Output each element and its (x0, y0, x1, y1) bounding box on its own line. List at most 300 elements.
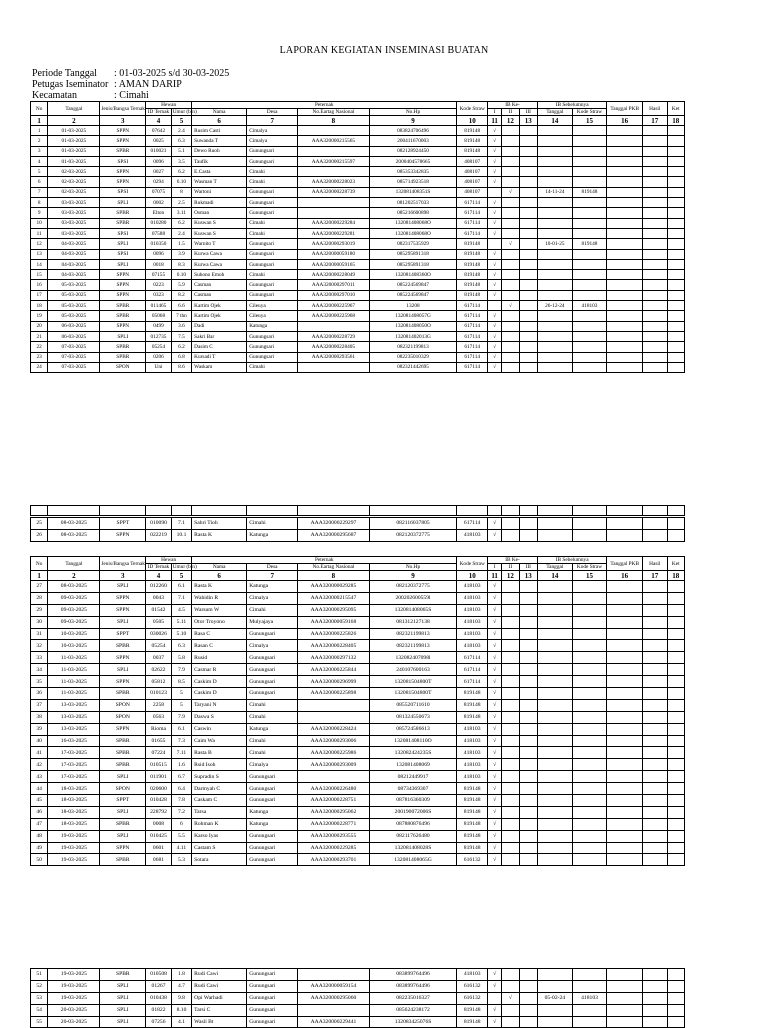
table-cell (502, 1004, 519, 1016)
table-cell: Gunungsari (247, 352, 298, 362)
header-col-number: 2 (48, 571, 100, 581)
table-cell: √ (487, 628, 501, 640)
table-cell (537, 518, 572, 530)
table-cell: 087880876496 (369, 818, 457, 830)
table-cell: 30 (31, 616, 48, 628)
table-cell (643, 735, 667, 747)
table-cell: 0002 (146, 198, 172, 208)
table-cell: √ (487, 723, 501, 735)
table-cell: √ (487, 676, 501, 688)
table-cell: 37 (31, 699, 48, 711)
table-cell (607, 711, 643, 723)
table-cell: Kursadi T (192, 352, 247, 362)
table-cell: 3.5 (171, 156, 191, 166)
table-cell (572, 156, 607, 166)
table-cell: 0027 (146, 167, 172, 177)
blank-cell (643, 506, 667, 516)
table-cell: 132081408050O (369, 321, 457, 331)
table-cell (298, 699, 369, 711)
table-cell: 819148 (457, 1016, 488, 1028)
table-cell: 11-03-2025 (48, 688, 100, 700)
table-cell (519, 628, 537, 640)
table-row (31, 969, 685, 981)
table-cell (667, 818, 685, 830)
table-cell (667, 331, 685, 341)
table-cell: Casman (192, 280, 247, 290)
header-col-number: 9 (369, 571, 457, 581)
table-cell: SPBR (100, 640, 146, 652)
table-cell: 07642 (146, 126, 172, 136)
table-cell (572, 842, 607, 854)
table-cell: 418103 (572, 992, 607, 1004)
table-cell: 04-03-2025 (48, 270, 100, 280)
table-row (31, 177, 685, 187)
table-cell (572, 711, 607, 723)
table-cell: Tarsa (192, 806, 247, 818)
report-table-page2a (30, 517, 685, 542)
table-cell (519, 529, 537, 541)
table-cell: SPSI (100, 156, 146, 166)
table-cell (607, 842, 643, 854)
table-cell (519, 688, 537, 700)
table-cell: 819148 (457, 711, 488, 723)
table-cell: 2.4 (171, 228, 191, 238)
period-label: Periode Tanggal (32, 68, 97, 79)
table-cell: 418103 (457, 592, 488, 604)
table-cell: √ (487, 818, 501, 830)
table-cell (643, 664, 667, 676)
table-row (31, 136, 685, 146)
table-cell (502, 259, 519, 269)
table-cell: 2 (31, 136, 48, 146)
table-cell (537, 342, 572, 352)
table-row (31, 854, 685, 866)
header-col-number: 12 (502, 116, 519, 126)
table-cell: Rasta B (192, 747, 247, 759)
table-cell (643, 321, 667, 331)
table-cell: 14-11-24 (537, 187, 572, 197)
table-cell (667, 783, 685, 795)
table-cell: 819148 (457, 818, 488, 830)
table-cell: 6.10 (171, 177, 191, 187)
table-cell (667, 604, 685, 616)
table-cell (572, 735, 607, 747)
table-cell (519, 969, 537, 981)
table-cell: 7.1 (171, 518, 191, 530)
table-cell (667, 1004, 684, 1016)
table-cell (502, 688, 519, 700)
table-cell: AAA320000295095 (298, 604, 369, 616)
report-table-blank-strip (30, 505, 685, 516)
header-col-number: 13 (519, 116, 537, 126)
table-cell (572, 581, 607, 593)
table-cell: 17-03-2025 (48, 771, 100, 783)
header-col-number: 6 (192, 571, 247, 581)
table-row (31, 352, 685, 362)
table-cell: AAA320000215547 (298, 592, 369, 604)
table-cell: 6.2 (171, 218, 191, 228)
header-ket: Ket (667, 102, 685, 116)
table-cell: 085714923518 (369, 177, 457, 187)
table-cell (572, 699, 607, 711)
header-prev-straw: Kode Straw (572, 564, 607, 571)
table-cell (607, 529, 643, 541)
table-cell: 13-03-2025 (48, 699, 100, 711)
table-cell: Rudi Cawi (192, 980, 247, 992)
header-tanggal: Tanggal (48, 557, 100, 571)
blank-cell (457, 506, 488, 516)
table-cell (519, 259, 537, 269)
table-cell: SPPN (100, 280, 146, 290)
table-cell: 8.6 (171, 362, 191, 372)
table-row (31, 187, 685, 197)
header-eartag: No.Eartag Nasional (298, 564, 369, 571)
header-col-number: 5 (171, 116, 191, 126)
table-cell (667, 735, 685, 747)
table-cell: 35 (31, 676, 48, 688)
table-cell (519, 699, 537, 711)
table-cell: Tarsi C (192, 1004, 247, 1016)
table-cell: Osman (192, 208, 247, 218)
table-cell (502, 1016, 519, 1028)
table-cell (502, 208, 519, 218)
table-cell: SPLI (100, 239, 146, 249)
table-cell: AAA320000225898 (298, 688, 369, 700)
table-cell: 6.7 (171, 771, 191, 783)
table-cell: 07-03-2025 (48, 342, 100, 352)
table-cell (572, 352, 607, 362)
table-cell (519, 167, 537, 177)
table-row (31, 218, 685, 228)
table-cell (502, 969, 519, 981)
table-cell (502, 146, 519, 156)
table-cell: √ (487, 146, 501, 156)
header-ib-ke: IB Ke- (487, 557, 537, 564)
table-cell: 18-03-2025 (48, 783, 100, 795)
table-cell (607, 592, 643, 604)
blank-cell (607, 506, 643, 516)
table-cell: √ (487, 747, 501, 759)
table-cell (607, 228, 643, 238)
header-ib-2: II (502, 109, 519, 116)
table-cell: 03-03-2025 (48, 198, 100, 208)
table-cell (519, 301, 537, 311)
table-cell: 6.2 (171, 167, 191, 177)
table-cell (537, 818, 572, 830)
table-cell (643, 1004, 667, 1016)
table-cell: 085224569847 (369, 290, 457, 300)
table-cell: 617114 (457, 676, 488, 688)
table-row (31, 830, 685, 842)
table-cell: 12 (31, 239, 48, 249)
table-cell (537, 688, 572, 700)
table-cell (519, 759, 537, 771)
table-cell (537, 352, 572, 362)
table-cell: 4.7 (171, 980, 191, 992)
table-cell (519, 992, 537, 1004)
table-cell: 819148 (457, 1004, 488, 1016)
table-cell (537, 321, 572, 331)
header-hp: No.Hp (369, 564, 457, 571)
table-cell: 418103 (457, 735, 488, 747)
table-cell: 06-03-2025 (48, 331, 100, 341)
table-cell (537, 218, 572, 228)
header-straw: Kode Straw (457, 557, 488, 571)
table-cell: 22 (31, 342, 48, 352)
table-row (31, 795, 685, 807)
table-cell (572, 759, 607, 771)
table-cell: 01267 (146, 980, 172, 992)
table-cell: 819148 (457, 249, 488, 259)
table-cell (643, 218, 667, 228)
table-cell (298, 146, 369, 156)
table-cell: 010508 (146, 969, 172, 981)
table-cell: 38 (31, 711, 48, 723)
table-cell: 02-03-2025 (48, 167, 100, 177)
header-ib-ke: IB Ke- (487, 102, 537, 109)
table-cell (643, 249, 667, 259)
table-row (31, 290, 685, 300)
table-cell: 087816360309 (369, 795, 457, 807)
table-cell (643, 331, 667, 341)
header-eartag: No.Eartag Nasional (298, 109, 369, 116)
table-cell: 19-03-2025 (48, 992, 100, 1004)
table-cell (502, 664, 519, 676)
table-row (31, 301, 685, 311)
table-cell: 418103 (457, 723, 488, 735)
table-cell (502, 747, 519, 759)
table-cell (502, 604, 519, 616)
table-cell (643, 146, 667, 156)
table-cell: 616132 (457, 854, 488, 866)
table-cell: Gunungsari (247, 676, 298, 688)
table-cell: 2.4 (171, 126, 191, 136)
table-cell (643, 759, 667, 771)
table-cell: 32 (31, 640, 48, 652)
table-cell: 50 (31, 854, 48, 866)
table-cell: √ (487, 167, 501, 177)
table-cell (667, 362, 685, 372)
table-cell: 819148 (457, 136, 488, 146)
table-cell (537, 795, 572, 807)
table-row (31, 699, 685, 711)
table-cell: 19 (31, 311, 48, 321)
table-cell (607, 664, 643, 676)
table-cell: 05812 (146, 676, 172, 688)
table-cell: 3.6 (171, 321, 191, 331)
table-cell: Kuswan S (192, 228, 247, 238)
table-cell: AAA320000293561 (298, 352, 369, 362)
table-cell (572, 259, 607, 269)
table-cell (607, 218, 643, 228)
table-cell: 05-03-2025 (48, 311, 100, 321)
table-cell (667, 290, 685, 300)
table-cell: 01822 (146, 1004, 172, 1016)
table-cell: 1 (31, 126, 48, 136)
table-cell: 240107600163 (369, 664, 457, 676)
table-cell: 19-03-2025 (48, 854, 100, 866)
table-cell (607, 818, 643, 830)
table-cell (572, 771, 607, 783)
table-cell: AAA320000228405 (298, 640, 369, 652)
table-cell: AAA320000293006 (298, 735, 369, 747)
table-cell (667, 711, 685, 723)
table-row (31, 688, 685, 700)
table-cell (537, 198, 572, 208)
header-col-number: 13 (519, 571, 537, 581)
table-cell (502, 352, 519, 362)
table-cell (519, 616, 537, 628)
table-cell (643, 854, 667, 866)
table-cell (643, 676, 667, 688)
table-cell (298, 969, 369, 981)
table-cell: 4 (31, 156, 48, 166)
table-cell (502, 228, 519, 238)
table-cell: SPPN (100, 842, 146, 854)
table-cell: SPLI (100, 830, 146, 842)
table-cell (502, 771, 519, 783)
table-cell (643, 711, 667, 723)
table-cell (572, 830, 607, 842)
header-desa: Desa (247, 109, 298, 116)
table-cell: 010123 (146, 688, 172, 700)
header-peternak: Peternak (192, 102, 457, 109)
table-cell: AAA320000228751 (298, 795, 369, 807)
table-cell (607, 362, 643, 372)
header-col-number: 10 (457, 571, 488, 581)
table-cell (487, 301, 501, 311)
table-cell: 819148 (457, 830, 488, 842)
table-cell: 617114 (457, 321, 488, 331)
table-cell: Cimahi (247, 362, 298, 372)
officer-label: Petugas Iseminator (32, 79, 109, 90)
table-cell (537, 249, 572, 259)
table-cell: √ (487, 711, 501, 723)
table-cell: Caskim D (192, 676, 247, 688)
table-cell: Cimahi (247, 228, 298, 238)
table-cell (572, 208, 607, 218)
header-col-number: 6 (192, 116, 247, 126)
table-cell (572, 270, 607, 280)
table-cell: √ (487, 652, 501, 664)
table-cell: SPLI (100, 581, 146, 593)
table-cell: AAA320000059180 (298, 249, 369, 259)
table-cell (643, 640, 667, 652)
table-cell (537, 628, 572, 640)
table-cell: AAA320000225967 (298, 301, 369, 311)
table-cell (519, 177, 537, 187)
table-cell: 07-03-2025 (48, 362, 100, 372)
table-cell: √ (487, 783, 501, 795)
table-cell (572, 126, 607, 136)
table-cell: 408107 (457, 156, 488, 166)
table-cell (519, 208, 537, 218)
table-cell (519, 795, 537, 807)
table-cell: 082235016327 (369, 992, 457, 1004)
table-cell (537, 616, 572, 628)
header-ib-2: II (502, 564, 519, 571)
table-cell: 132081408351S (369, 187, 457, 197)
table-cell: Sakri Bar (192, 331, 247, 341)
table-cell (667, 969, 684, 981)
table-cell: 5.8 (171, 652, 191, 664)
table-cell: 11-03-2025 (48, 676, 100, 688)
table-cell (643, 842, 667, 854)
table-cell: Kuswan S (192, 218, 247, 228)
table-cell: 2.5 (171, 198, 191, 208)
table-cell (519, 290, 537, 300)
table-cell: 20-03-2025 (48, 1016, 100, 1028)
table-cell: 132081408068O (369, 228, 457, 238)
table-cell: 18-03-2025 (48, 818, 100, 830)
table-cell (643, 311, 667, 321)
table-cell: Cimalya (247, 126, 298, 136)
table-cell (537, 640, 572, 652)
table-cell: Katunga (247, 806, 298, 818)
table-cell: 34 (31, 664, 48, 676)
table-cell (667, 759, 685, 771)
table-cell (667, 980, 684, 992)
header-col-number: 9 (369, 116, 457, 126)
table-cell (537, 699, 572, 711)
table-cell: 1.6 (171, 759, 191, 771)
table-cell (667, 352, 685, 362)
table-cell (519, 280, 537, 290)
table-cell: 08212449917 (369, 771, 457, 783)
table-cell (607, 688, 643, 700)
header-no: No (31, 557, 48, 571)
table-cell: SPSI (100, 187, 146, 197)
blank-cell (369, 506, 457, 516)
table-cell: 617114 (457, 352, 488, 362)
table-cell: Sahri Tioh (192, 518, 247, 530)
table-cell: 10-03-2025 (48, 628, 100, 640)
table-cell (667, 806, 685, 818)
table-cell: SPBR (100, 818, 146, 830)
table-cell: 8 (171, 187, 191, 197)
table-cell: 1.5 (171, 239, 191, 249)
table-cell: Cimahi (247, 177, 298, 187)
table-cell (537, 280, 572, 290)
table-cell (537, 980, 572, 992)
table-cell (519, 980, 537, 992)
table-cell: AAA320000225986 (298, 747, 369, 759)
table-cell: 132081408065G (369, 854, 457, 866)
table-cell: √ (487, 592, 501, 604)
table-cell (502, 723, 519, 735)
table-cell (607, 759, 643, 771)
table-cell: 819148 (457, 806, 488, 818)
table-cell (643, 723, 667, 735)
table-cell (572, 342, 607, 352)
table-cell: 082117626480 (369, 830, 457, 842)
table-cell: AAA320000297011 (298, 280, 369, 290)
table-cell: √ (487, 290, 501, 300)
table-cell (667, 771, 685, 783)
table-row (31, 342, 685, 352)
table-cell: 010280 (146, 218, 172, 228)
table-cell (667, 167, 685, 177)
table-cell (537, 362, 572, 372)
table-cell: AAA320000295062 (298, 806, 369, 818)
table-cell: Caim Wa (192, 735, 247, 747)
table-cell (572, 518, 607, 530)
table-cell (607, 290, 643, 300)
blank-cell (192, 506, 247, 516)
table-cell: 0681 (146, 854, 172, 866)
table-cell (519, 331, 537, 341)
header-tanggal: Tanggal (48, 102, 100, 116)
